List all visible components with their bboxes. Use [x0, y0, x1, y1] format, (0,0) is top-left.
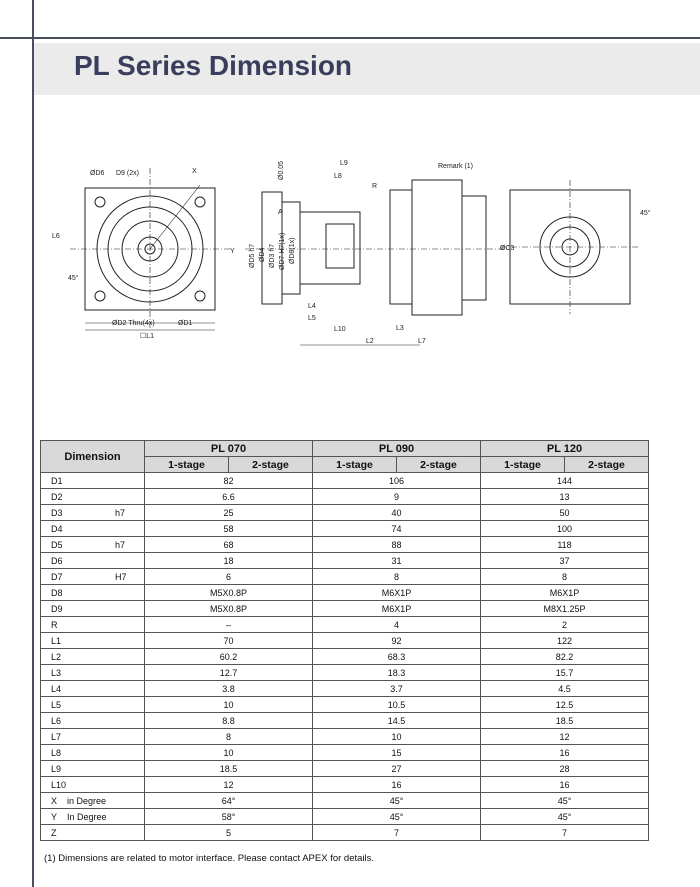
dimension-name: Y — [51, 811, 58, 822]
dimension-value: 18.5 — [145, 761, 313, 777]
dimension-name: D6 — [51, 555, 63, 566]
rear-view-drawing — [500, 180, 640, 314]
dimension-value: 92 — [313, 633, 481, 649]
dimension-value: M6X1P — [313, 601, 481, 617]
front-d2-label: ØD2 Thru(4x) — [112, 320, 155, 327]
dimension-name: L9 — [51, 763, 62, 774]
dimension-name: R — [51, 619, 58, 630]
front-d1-label: ØD1 — [178, 320, 193, 327]
dimension-name-cell — [41, 681, 145, 697]
dimension-name-cell — [41, 489, 145, 505]
dimension-value: 18 — [145, 553, 313, 569]
dimension-name: L7 — [51, 731, 62, 742]
dimension-value: 82.2 — [481, 649, 649, 665]
dimension-value: 16 — [313, 777, 481, 793]
dimension-name-cell — [41, 745, 145, 761]
table-row — [41, 809, 649, 825]
dimension-value: 3.8 — [145, 681, 313, 697]
dimension-unit: In Degree — [67, 811, 107, 822]
dimension-value: M5X0.8P — [145, 601, 313, 617]
dimension-name: D4 — [51, 523, 63, 534]
side-d3-label: ØD3 h7 — [269, 243, 276, 268]
tolerance-class: H7 — [115, 571, 127, 582]
dimension-value: 58 — [145, 521, 313, 537]
dimension-value: 4.5 — [481, 681, 649, 697]
side-l2-label: L2 — [366, 338, 374, 345]
dimension-value: 8 — [481, 569, 649, 585]
dimension-value: 6 — [145, 569, 313, 585]
table-row — [41, 473, 649, 489]
table-row — [41, 713, 649, 729]
dimension-table — [40, 440, 649, 841]
model-header: PL 090 — [313, 441, 481, 457]
dimension-name-cell — [41, 665, 145, 681]
dimension-value: 45° — [481, 793, 649, 809]
side-l4-label: L4 — [308, 303, 316, 310]
dimension-name: D9 — [51, 603, 63, 614]
dimension-value: 60.2 — [145, 649, 313, 665]
front-angle-label: 45° — [68, 275, 79, 282]
front-d9-label: D9 (2x) — [116, 170, 139, 177]
dimension-value: 58° — [145, 809, 313, 825]
side-l5-label: L5 — [308, 315, 316, 322]
dimension-value: 45° — [313, 793, 481, 809]
dimension-value: 64° — [145, 793, 313, 809]
rear-angle-label: 45° — [640, 210, 651, 217]
dimension-value: 8 — [313, 569, 481, 585]
dimension-name: X — [51, 795, 58, 806]
dimension-name: L4 — [51, 683, 62, 694]
dimension-name-cell — [41, 601, 145, 617]
dimension-value: 37 — [481, 553, 649, 569]
stage-header: 2-stage — [397, 457, 481, 473]
stage-header: 2-stage — [229, 457, 313, 473]
side-d5-label: ØD5 h7 — [249, 243, 256, 268]
dimension-value: 12 — [481, 729, 649, 745]
technical-drawings — [40, 140, 690, 370]
dimension-value: 40 — [313, 505, 481, 521]
dimension-value: M6X1P — [481, 585, 649, 601]
table-row — [41, 777, 649, 793]
dimension-name: D7 — [51, 571, 63, 582]
front-x-label: X — [192, 168, 197, 175]
stage-header: 1-stage — [145, 457, 229, 473]
dimension-value: 9 — [313, 489, 481, 505]
dimension-value: 68 — [145, 537, 313, 553]
dimension-value: 88 — [313, 537, 481, 553]
dimension-name-cell — [41, 617, 145, 633]
side-l7-label: L7 — [418, 338, 426, 345]
dimension-value: 144 — [481, 473, 649, 489]
dimension-value: 2 — [481, 617, 649, 633]
dimension-name: Z — [51, 827, 57, 838]
dimension-name-cell — [41, 761, 145, 777]
dimension-value: 118 — [481, 537, 649, 553]
dimension-value: 70 — [145, 633, 313, 649]
rear-c3-label: ØC3 — [500, 245, 515, 252]
dimension-value: 12 — [145, 777, 313, 793]
table-row — [41, 537, 649, 553]
dimension-value: 10.5 — [313, 697, 481, 713]
dimension-name-cell — [41, 473, 145, 489]
dimension-name-cell — [41, 729, 145, 745]
dimension-name-cell — [41, 585, 145, 601]
dimension-name-cell — [41, 633, 145, 649]
dimension-name-cell — [41, 521, 145, 537]
dimension-value: 122 — [481, 633, 649, 649]
table-row — [41, 489, 649, 505]
model-header: PL 120 — [481, 441, 649, 457]
dimension-value: 6.6 — [145, 489, 313, 505]
table-row — [41, 553, 649, 569]
dimension-value: M8X1.25P — [481, 601, 649, 617]
side-d7-label: ØD7 H7(1x) — [279, 232, 286, 270]
table-row — [41, 585, 649, 601]
dimension-value: 31 — [313, 553, 481, 569]
dimension-name-cell — [41, 809, 145, 825]
side-r-label: R — [372, 183, 378, 190]
dimension-value: M5X0.8P — [145, 585, 313, 601]
table-row — [41, 633, 649, 649]
dimension-value: 45° — [481, 809, 649, 825]
dimension-name-cell — [41, 553, 145, 569]
top-rule — [0, 37, 700, 39]
table-row — [41, 697, 649, 713]
dimension-value: 10 — [313, 729, 481, 745]
side-l8-label: L8 — [334, 173, 342, 180]
front-l1-label: ☐L1 — [140, 333, 155, 340]
dimension-name: D1 — [51, 475, 63, 486]
left-rule — [32, 0, 34, 887]
dimension-name: L8 — [51, 747, 62, 758]
dimension-value: 7 — [481, 825, 649, 841]
stage-header: 1-stage — [313, 457, 397, 473]
dimension-name-cell — [41, 777, 145, 793]
table-row — [41, 761, 649, 777]
side-l10-label: L10 — [334, 326, 346, 333]
dimension-value: 50 — [481, 505, 649, 521]
dimension-value: M6X1P — [313, 585, 481, 601]
front-view-drawing — [70, 168, 230, 330]
table-row — [41, 793, 649, 809]
dimension-name: D5 — [51, 539, 63, 550]
dimension-value: 14.5 — [313, 713, 481, 729]
dimension-value: 10 — [145, 745, 313, 761]
side-d8-label: ØD8(1x) — [289, 237, 296, 264]
dimension-value: 45° — [313, 809, 481, 825]
table-row — [41, 665, 649, 681]
stage-header: 2-stage — [565, 457, 649, 473]
dimension-value: 10 — [145, 697, 313, 713]
dimension-name-cell — [41, 537, 145, 553]
table-row — [41, 521, 649, 537]
dimension-header: Dimension — [41, 441, 145, 473]
dimension-value: 28 — [481, 761, 649, 777]
dimension-name-cell — [41, 793, 145, 809]
dimension-value: 25 — [145, 505, 313, 521]
dimension-value: 16 — [481, 745, 649, 761]
dimension-value: 82 — [145, 473, 313, 489]
side-remark-label: Remark (1) — [438, 163, 474, 170]
dimension-value: 16 — [481, 777, 649, 793]
table-row — [41, 601, 649, 617]
table-row — [41, 649, 649, 665]
page-title: PL Series Dimension — [74, 50, 353, 81]
dimension-value: 15.7 — [481, 665, 649, 681]
side-l3-label: L3 — [396, 325, 404, 332]
dimension-name-cell — [41, 713, 145, 729]
dimension-name: L10 — [51, 779, 67, 790]
table-row — [41, 569, 649, 585]
tolerance-class: h7 — [115, 507, 126, 518]
table-row — [41, 729, 649, 745]
table-row — [41, 745, 649, 761]
dimension-name-cell — [41, 569, 145, 585]
side-d4-label: ØD4 — [259, 247, 266, 262]
dimension-value: 100 — [481, 521, 649, 537]
dimension-name: L5 — [51, 699, 62, 710]
dimension-value: 106 — [313, 473, 481, 489]
table-row — [41, 681, 649, 697]
dimension-value: 12.7 — [145, 665, 313, 681]
table-row — [41, 825, 649, 841]
dimension-value: 27 — [313, 761, 481, 777]
tolerance-class: h7 — [115, 539, 126, 550]
dimension-value: 5 — [145, 825, 313, 841]
dimension-name-cell — [41, 825, 145, 841]
dimension-name: L6 — [51, 715, 62, 726]
dimension-value: 7 — [313, 825, 481, 841]
dimension-name: L3 — [51, 667, 62, 678]
model-header: PL 070 — [145, 441, 313, 457]
dimension-name-cell — [41, 649, 145, 665]
stage-header: 1-stage — [481, 457, 565, 473]
dimension-value: 15 — [313, 745, 481, 761]
side-tolerance-label: Ø0.05 — [278, 160, 285, 180]
footnote: (1) Dimensions are related to motor interface. Please contact APEX for details. — [44, 853, 375, 864]
dimension-value: 8 — [145, 729, 313, 745]
dimension-value: 4 — [313, 617, 481, 633]
dimension-name: D3 — [51, 507, 63, 518]
dimension-name: D8 — [51, 587, 63, 598]
dimension-table-body — [41, 473, 649, 841]
dimension-value: 8.8 — [145, 713, 313, 729]
dimension-value: 12.5 — [481, 697, 649, 713]
dimension-name-cell — [41, 505, 145, 521]
dimension-name-cell — [41, 697, 145, 713]
table-row — [41, 617, 649, 633]
dimension-value: 18.5 — [481, 713, 649, 729]
dimension-value: 13 — [481, 489, 649, 505]
side-ref-label: A — [278, 209, 283, 216]
dimension-value: 3.7 — [313, 681, 481, 697]
dimension-unit: in Degree — [67, 795, 107, 806]
dimension-name: L1 — [51, 635, 62, 646]
front-y-label: Y — [230, 248, 235, 255]
side-l9-label: L9 — [340, 160, 348, 167]
table-row — [41, 505, 649, 521]
front-l6-label: L6 — [52, 233, 60, 240]
dimension-value: – — [145, 617, 313, 633]
dimension-value: 74 — [313, 521, 481, 537]
dimension-value: 68.3 — [313, 649, 481, 665]
front-d6-label: ØD6 — [90, 170, 105, 177]
dimension-name: D2 — [51, 491, 63, 502]
dimension-name: L2 — [51, 651, 62, 662]
dimension-value: 18.3 — [313, 665, 481, 681]
